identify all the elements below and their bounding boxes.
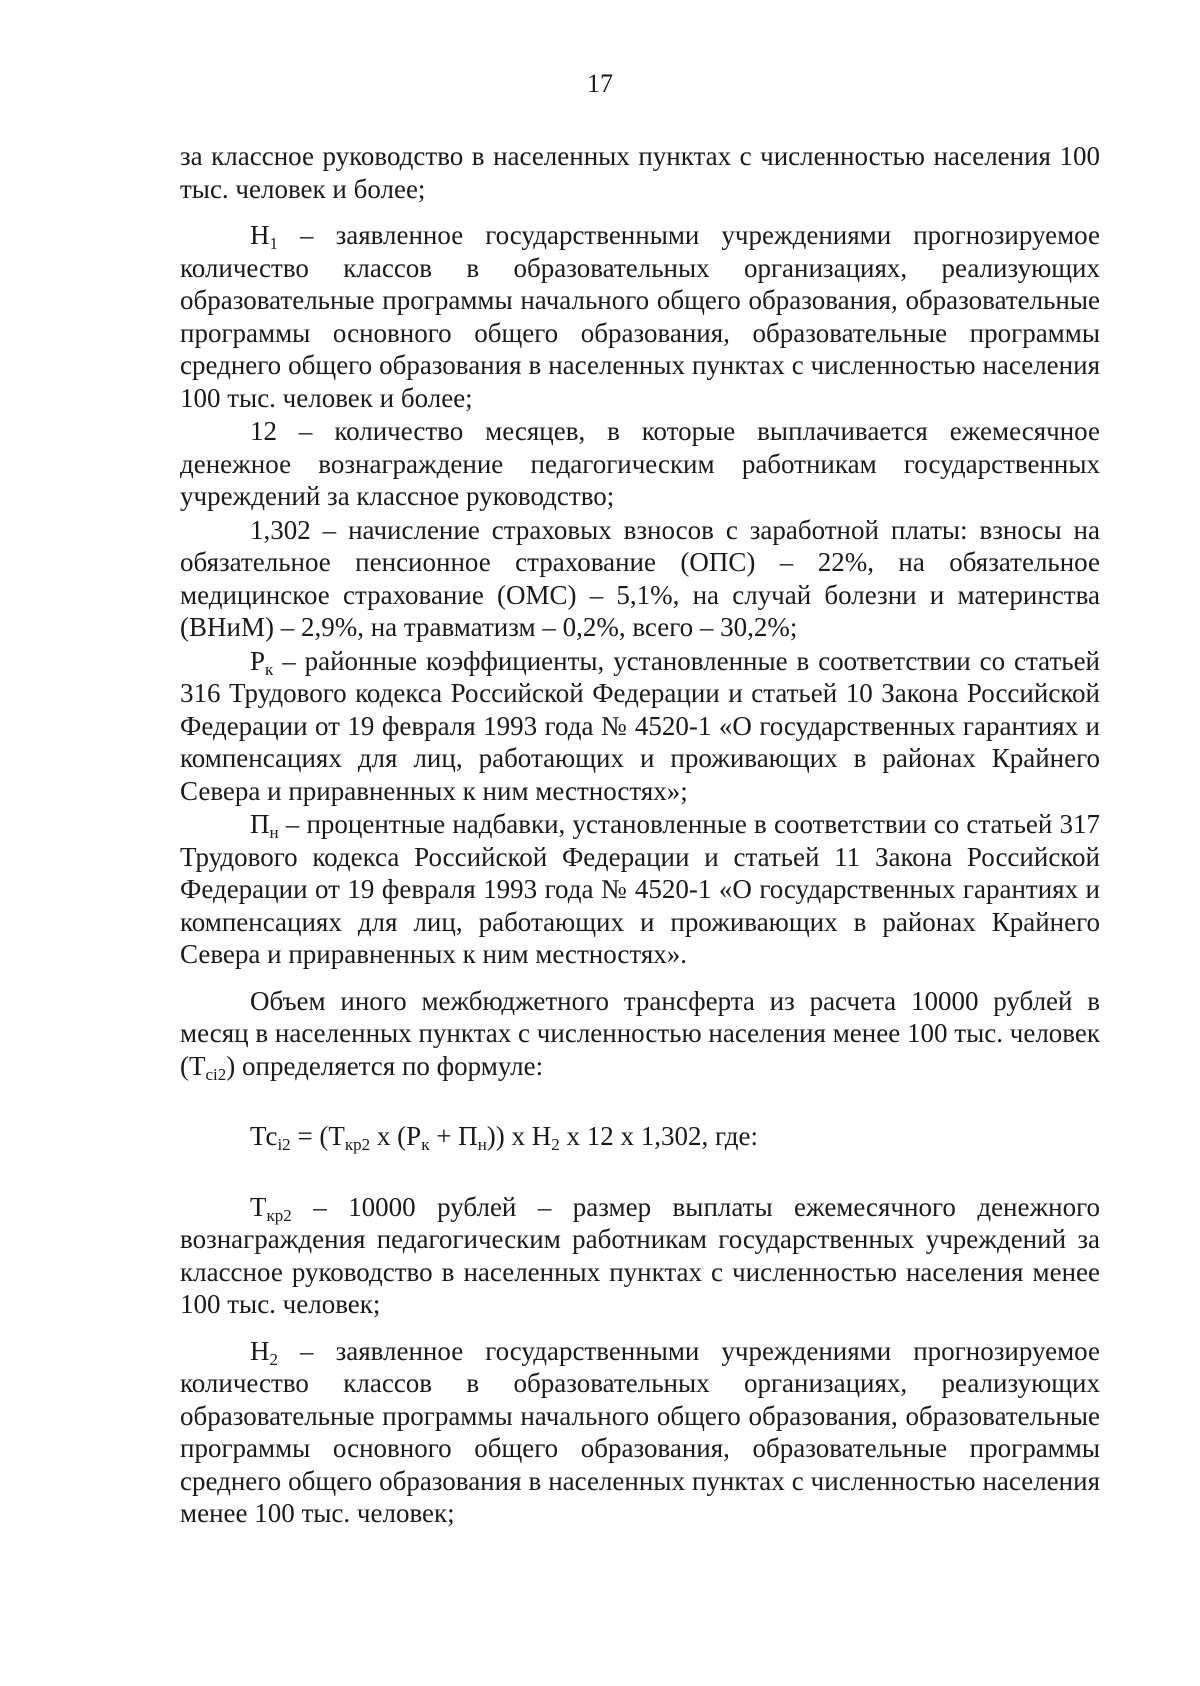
- definition-text: – заявленное государственными учреждениями прогнозируемое количество классов в образовательных организациях, реализующих образовательные программы начального общего образования, образовательные программы основного общего образования, образовательные программы среднего общего образования в населенных пунктах с численностью населения 100 тыс. человек и более;: [180, 220, 1100, 413]
- symbol-subscript: 1: [269, 234, 278, 253]
- page-number: 17: [587, 69, 613, 98]
- symbol: П: [250, 809, 270, 839]
- formula-subscript: кр2: [344, 1135, 371, 1154]
- symbol-subscript: к: [265, 659, 274, 679]
- definition-h1: [180, 219, 1100, 414]
- symbol-subscript: кр2: [266, 1205, 292, 1225]
- transfer-paragraph: [180, 985, 1100, 1083]
- symbol-subscript: 2: [269, 1349, 278, 1369]
- formula-part: + П: [429, 1121, 478, 1151]
- definition-text: – районные коэффициенты, установленные в соответствии со статьей 316 Трудового кодекса Российской Федерации и статьей 10 Закона Российской Федерации от 19 февраля 1993 года № 4520-1 «О государственных гарантиях и компенсациях для лиц, работающих и проживающих в районах Крайнего Севера и приравненных к ним местностях»;: [180, 645, 1100, 806]
- formula-part: х (Р: [370, 1121, 422, 1151]
- paragraph-text: Объем иного межбюджетного трансферта из расчета 10000 рублей в месяц в населенных пунктах с численностью населения менее 100 тыс. человек (Т: [180, 985, 1100, 1081]
- formula: [250, 1120, 1100, 1153]
- symbol: Н: [250, 1335, 270, 1366]
- definition-tkr2: [180, 1191, 1100, 1321]
- document-body: [180, 140, 1100, 1531]
- symbol: Т: [250, 1191, 267, 1222]
- definition-insurance: 1,302 – начисление страховых взносов с заработной платы: взносы на обязательное пенсионное страхование (ОПС) – 22%, на обязательное медицинское страхование (ОМС) – 5,1%, на случай болезни и материнства (ВНиМ) – 2,9%, на травматизм – 0,2%, всего – 30,2%;: [180, 514, 1100, 642]
- paragraph-text: ) определяется по формуле:: [226, 1050, 544, 1081]
- symbol-subscript: ci2: [205, 1064, 227, 1084]
- formula-subscript: 2: [551, 1135, 560, 1154]
- symbol: Р: [250, 645, 266, 676]
- definition-text: – заявленное государственными учреждениями прогнозируемое количество классов в образовательных организациях, реализующих образовательные программы начального общего образования, образовательные программы основного общего образования, образовательные программы среднего общего образования в населенных пунктах с численностью населения менее 100 тыс. человек;: [180, 1335, 1100, 1528]
- paragraph-continuation: за классное руководство в населенных пунктах с численностью населения 100 тыс. человек и более;: [180, 141, 1100, 204]
- formula-part: = (Т: [290, 1121, 345, 1151]
- formula-subscript: н: [477, 1135, 487, 1154]
- formula-part: х 12 х 1,302, где:: [559, 1121, 758, 1151]
- definition-h2: [180, 1335, 1100, 1530]
- definition-months: 12 – количество месяцев, в которые выплачивается ежемесячное денежное вознаграждение педагогическим работникам государственных учреждений за классное руководство;: [180, 416, 1100, 511]
- formula-subscript: к: [421, 1135, 430, 1154]
- formula-subscript: i2: [277, 1135, 291, 1154]
- definition-text: – 10000 рублей – размер выплаты ежемесячного денежного вознаграждения педагогическим работникам государственных учреждений за классное руководство в населенных пунктах с численностью населения менее 100 тыс. человек;: [180, 1191, 1100, 1319]
- formula-part: Тс: [250, 1121, 278, 1151]
- definition-pn: [180, 808, 1100, 971]
- symbol: Н: [250, 220, 270, 250]
- definition-rk: [180, 645, 1100, 808]
- formula-part: )) х Н: [486, 1121, 552, 1151]
- symbol-subscript: н: [269, 823, 279, 842]
- definition-text: – процентные надбавки, установленные в соответствии со статьей 317 Трудового кодекса Российской Федерации и статьей 11 Закона Российской Федерации от 19 февраля 1993 года № 4520-1 «О государственных гарантиях и компенсациях для лиц, работающих и проживающих в районах Крайнего Севера и приравненных к ним местностях».: [180, 809, 1100, 969]
